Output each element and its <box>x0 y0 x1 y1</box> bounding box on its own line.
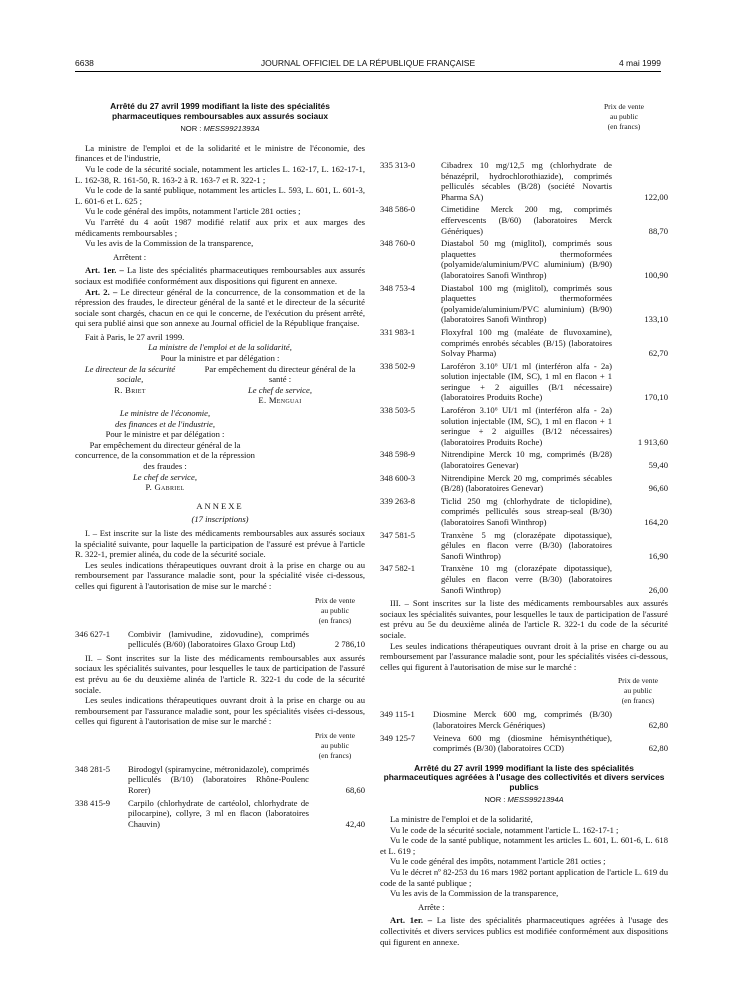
journal-title: JOURNAL OFFICIEL DE LA RÉPUBLIQUE FRANÇAISE <box>260 58 476 68</box>
section-3: III. – Sont inscrites sur la liste des médicaments remboursables aux assurés sociaux les spécialités suivantes, pour lesquelles le taux de participation de l'assuré est prévu au 5e du deuxième alinéa de l'article R. 322-1 du code de la sécurité sociale. <box>380 598 668 640</box>
sig-right-name: E. Menguai <box>258 395 302 406</box>
preamble-para: Vu le code général des impôts, notamment l'article 281 octies ; <box>85 206 301 217</box>
price-header: Prix de vente au public (en francs) <box>314 595 356 625</box>
article-1: Art. 1er. – La liste des spécialités pharmaceutiques remboursables aux assurés sociaux est modifiée conformément aux dispositions qui figurent en annexe. <box>75 265 365 286</box>
sig-right-pre: Par empêchement du directeur général de la santé : <box>204 363 356 385</box>
signature-block <box>75 364 365 406</box>
preamble-para: Vu l'arrêté du 4 août 1987 modifié relatif aux prix et aux marges des médicaments remboursables ; <box>75 216 365 238</box>
list-item: 347 582-1 Tranxène 10 mg (clorazépate dipotassique), gélules en flacon verre (B/30) (laboratoires Sanofi Winthrop) 26,00 <box>380 563 668 595</box>
preamble-para: Vu le décret nº 82-253 du 16 mars 1982 portant application de l'article L. 619 du code de la santé publique ; <box>380 867 668 888</box>
arrete2-title: Arrêté du 27 avril 1999 modifiant la liste des spécialités pharmaceutiques agréées à l'usage des collectivités et divers services publics <box>383 762 665 792</box>
list-item: 346 627-1 Combivir (lamivudine, zidovudine), comprimés pelliculés (B/60) (laboratoires Glaxo Group Ltd) 2 786,10 <box>75 628 365 650</box>
preamble-para: Vu le code de la santé publique, notamment les articles L. 601, L. 601-6, L. 618 et L. 619 ; <box>380 835 668 856</box>
fait-a-paris: Fait à Paris, le 27 avril 1999. <box>85 331 185 342</box>
preamble-para: La ministre de l'emploi et de la solidarité et le ministre de l'économie, des finances et de l'industrie, <box>75 142 365 164</box>
inscriptions-count: (17 inscriptions) <box>191 514 249 525</box>
page-number: 6638 <box>75 58 94 68</box>
minister-2-block: Le ministre de l'économie, des finances et de l'industrie, Pour le ministre et par délégation : Par empêchement du directeur général de la concurrence, de la consommation et de la répression des fraudes : Le chef de service, P. Gabriel <box>75 408 255 493</box>
section-2: II. – Sont inscrites sur la liste des médicaments remboursables aux assurés sociaux les spécialités suivantes, pour lesquelles le taux de participation de l'assuré est prévu au 6e du deuxième alinéa de l'article R. 322-1 du code de la sécurité sociale. <box>75 652 365 695</box>
list-item: 338 415-9 Carpilo (chlorhydrate de cartéolol, chlorhydrate de pilocarpine), collyre, 3 ml en flacon (laboratoires Chauvin) 42,40 <box>75 797 365 829</box>
list-item: 339 263-8 Ticlid 250 mg (chlorhydrate de ticlopidine), comprimés pelliculés sous streap-seal (B/30) (laboratoires Sanofi Winthrop) 164,20 <box>380 495 668 527</box>
section-1: I. – Est inscrite sur la liste des médicaments remboursables aux assurés sociaux la spécialité suivante, pour laquelle la participation de l'assuré est prévue à l'article R. 322-1, premier alinéa, du code de la sécurité sociale. <box>75 527 365 560</box>
price-header: Prix de vente au public (en francs) <box>314 730 356 760</box>
preamble-para: Vu les avis de la Commission de la transparence, <box>390 888 559 899</box>
price-header: Prix de vente au public (en francs) <box>617 676 659 706</box>
article-2: Art. 2. – Le directeur général de la concurrence, de la consommation et de la répression des fraudes, le directeur général de la santé et le directeur de la sécurité sociale sont chargés, chacun en ce qui le concerne, de l'exécution du présent arrêté, qui sera publié ainsi que son annexe au Journal officiel de la République française. <box>75 286 365 329</box>
list-item: 338 502-9 Laroféron 3.10⁶ UI/1 ml (interféron alfa - 2a) solution injectable (IM, SC), 1 ml en flacon + 1 seringue + 2 aiguilles (B/1 nécessaire) (laboratoires Produits Roche) 170,10 <box>380 360 668 403</box>
arrete1-title: Arrêté du 27 avril 1999 modifiant la liste des spécialités pharmaceutiques remboursables aux assurés sociaux <box>110 101 330 121</box>
list-item: 348 600-3 Nitrendipine Merck 20 mg, comprimés sécables (B/28) (laboratoires Genevar) 96,60 <box>380 472 668 494</box>
sig-right-role: Le chef de service, <box>248 384 312 395</box>
running-header <box>75 58 661 70</box>
list-item: 348 753-4 Diastabol 100 mg (miglitol), comprimés sous plaquettes thermoformées (polyamide/aluminium/PVC aluminium) (B/90) (laboratoires Sanofi Winthrop) 133,10 <box>380 282 668 325</box>
list-item: 347 581-5 Tranxène 5 mg (clorazépate dipotassique), gélules en flacon verre (B/30) (laboratoires Sanofi Winthrop) 16,90 <box>380 529 668 561</box>
delegation-1: Pour la ministre et par délégation : <box>160 353 280 364</box>
list-item: 349 125-7 Veineva 600 mg (diosmine hémisynthétique), comprimés (B/30) (laboratoires CCD) 62,80 <box>380 732 668 754</box>
list-item: 338 503-5 Laroféron 3.10⁶ UI/1 ml (interféron alfa - 2a) solution injectable (IM, SC), 1 ml en flacon + 1 seringue + 2 aiguilles (B/12 nécessaires) (laboratoires Produits Roche) 1 913,60 <box>380 405 668 447</box>
list-item: 348 760-0 Diastabol 50 mg (miglitol), comprimés sous plaquettes thermoformées (polyamide/aluminium/PVC aluminium) (B/90) (laboratoires Sanofi Winthrop) 100,90 <box>380 238 668 280</box>
arrete1-nor: NOR : MESS9921393A <box>180 124 260 134</box>
list-item: 349 115-1 Diosmine Merck 600 mg, comprimés (B/30) (laboratoires Merck Génériques) 62,80 <box>380 709 668 730</box>
list-item: 348 598-9 Nitrendipine Merck 10 mg, comprimés (B/28) (laboratoires Genevar) 59,40 <box>380 449 668 471</box>
preamble-para: Vu les avis de la Commission de la transparence, <box>85 238 254 249</box>
article-1: Art. 1er. – La liste des spécialités pharmaceutiques agréées à l'usage des collectivités et divers services publics est modifiée conformément aux dispositions qui figurent en annexe. <box>380 915 668 947</box>
indications-3: Les seules indications thérapeutiques ouvrant droit à la prise en charge ou au remboursement par l'assurance maladie sont, pour les spécialités visées ci-dessous, celles qui figurent à l'autorisation de mise sur le marché : <box>380 640 668 672</box>
right-column <box>380 102 668 947</box>
minister-1: La ministre de l'emploi et de la solidarité, <box>148 342 292 353</box>
list-item: 348 281-5 Birodogyl (spiramycine, métronidazole), comprimés pelliculés (B/10) (laboratoires Rhône-Poulenc Rorer) 68,60 <box>75 763 365 796</box>
header-rule <box>75 71 661 72</box>
arrete: Arrête : <box>418 901 445 912</box>
list-item: 335 313-0 Cibadrex 10 mg/12,5 mg (chlorhydrate de bénazépril, hydrochlorothiazide), comprimés pelliculés sécables (B/28) (société Novartis Pharma SA) 122,00 <box>380 160 668 202</box>
price-list <box>380 160 668 595</box>
arrete2-nor: NOR : MESS9921394A <box>484 795 564 805</box>
annexe-heading: ANNEXE <box>196 500 244 511</box>
list-item: 348 586-0 Cimetidine Merck 200 mg, comprimés effervescents (B/60) (laboratoires Merck Génériques) 88,70 <box>380 204 668 236</box>
indications-2: Les seules indications thérapeutiques ouvrant droit à la prise en charge ou au remboursement par l'assurance maladie sont, pour les spécialités visées ci-dessous, celles qui figurent à l'autorisation de mise sur le marché : <box>75 695 365 727</box>
sig-left-name: R. Briet <box>114 384 146 395</box>
price-header: Prix de vente au public (en francs) <box>603 102 645 131</box>
preamble-para: Vu le code de la sécurité sociale, notamment l'article L. 162-17-1 ; <box>390 824 619 835</box>
arretent: Arrêtent : <box>113 251 147 262</box>
preamble-para: Vu le code de la sécurité sociale, notamment les articles L. 162-17, L. 162-17-1, L. 162-38, R. 161-50, R. 163-2 à R. 163-7 et R. 322-1 ; <box>75 163 365 185</box>
preamble-para: Vu le code de la santé publique, notamment les articles L. 593, L. 601, L. 601-3, L. 601-6 et L. 625 ; <box>75 185 365 206</box>
list-item: 331 983-1 Floxyfral 100 mg (maléate de fluvoxamine), comprimés enrobés sécables (B/15) (laboratoires Solvay Pharma) 62,70 <box>380 326 668 359</box>
indications-1: Les seules indications thérapeutiques ouvrant droit à la prise en charge ou au remboursement par l'assurance maladie sont, pour la spécialité visée ci-dessous, celles qui figurent à l'autorisation de mise sur le marché : <box>75 559 365 591</box>
preamble-para: La ministre de l'emploi et de la solidarité, <box>390 814 533 825</box>
issue-date: 4 mai 1999 <box>618 58 661 68</box>
preamble-para: Vu le code général des impôts, notamment l'article 281 octies ; <box>390 856 606 867</box>
sig-left-role: Le directeur de la sécurité sociale, <box>84 363 176 385</box>
left-column <box>75 102 365 829</box>
